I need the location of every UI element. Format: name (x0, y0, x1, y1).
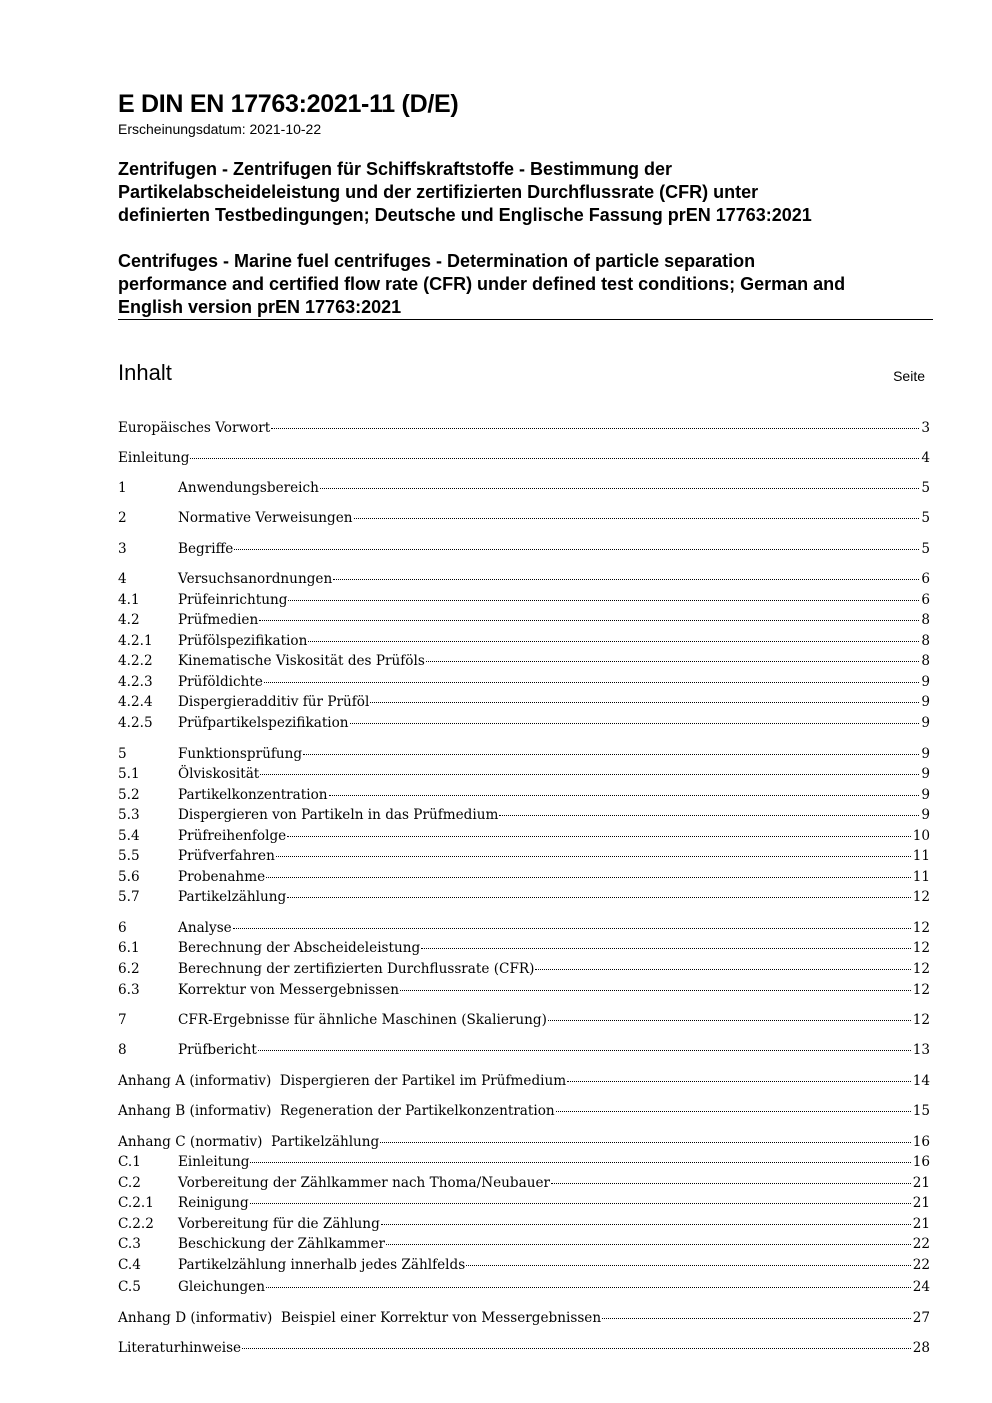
toc-entry-label: Funktionsprüfung (178, 746, 303, 762)
toc-entry-label: Partikelkonzentration (178, 787, 328, 803)
toc-entry[interactable] (118, 867, 930, 887)
toc-entry-page: 21 (912, 1216, 930, 1232)
toc-page-column-label: Seite (893, 368, 925, 384)
toc-entry-label: Berechnung der zertifizierten Durchflussrate (CFR) (178, 961, 535, 977)
toc-entry-label: Beschickung der Zählkammer (178, 1236, 385, 1252)
toc-entry-label: Anhang D (informativ) Beispiel einer Korrektur von Messergebnissen (118, 1310, 602, 1326)
title-german-line: Partikelabscheideleistung und der zertifizierten Durchflussrate (CFR) unter (118, 182, 759, 202)
toc-leader-dots (258, 1049, 911, 1051)
toc-entry[interactable] (118, 1338, 930, 1358)
toc-entry-label: Probenahme (178, 869, 266, 885)
toc-entry[interactable] (118, 764, 930, 784)
toc-entry-label: Partikelzählung (178, 889, 287, 905)
toc-entry-number: 5.4 (118, 828, 140, 844)
toc-entry[interactable] (118, 980, 930, 1000)
toc-entry[interactable] (118, 448, 930, 468)
toc-entry-page: 11 (912, 869, 930, 885)
toc-leader-dots (426, 660, 920, 662)
toc-entry[interactable] (118, 1010, 930, 1030)
toc-entry-page: 24 (912, 1279, 930, 1295)
toc-leader-dots (320, 487, 919, 489)
toc-entry-label: CFR-Ergebnisse für ähnliche Maschinen (Skalierung) (178, 1012, 547, 1028)
toc-leader-dots (303, 753, 919, 755)
toc-entry-page: 12 (912, 961, 930, 977)
toc-entry-number: 7 (118, 1012, 127, 1028)
toc-entry[interactable] (118, 1040, 930, 1060)
toc-entry-label: Gleichungen (178, 1279, 265, 1295)
toc-entry[interactable] (118, 1255, 930, 1275)
toc-entry-page: 12 (912, 982, 930, 998)
toc-entry-number: C.5 (118, 1279, 141, 1295)
toc-leader-dots (548, 1019, 911, 1021)
toc-entry[interactable] (118, 713, 930, 733)
toc-entry-label: Analyse (178, 920, 232, 936)
toc-entry-number: 4.1 (118, 592, 140, 608)
toc-entry-number: C.2.2 (118, 1216, 154, 1232)
toc-entry[interactable] (118, 692, 930, 712)
toc-entry-page: 8 (921, 653, 930, 669)
toc-entry[interactable] (118, 569, 930, 589)
toc-entry-page: 4 (921, 450, 930, 466)
toc-entry-page: 22 (912, 1236, 930, 1252)
toc-leader-dots (308, 640, 919, 642)
toc-leader-dots (551, 1182, 911, 1184)
toc-leader-dots (354, 517, 920, 519)
toc-entry-label: Einleitung (118, 450, 190, 466)
toc-entry-label: Berechnung der Abscheideleistung (178, 940, 421, 956)
toc-entry[interactable] (118, 590, 930, 610)
toc-entry[interactable] (118, 610, 930, 630)
toc-entry-page: 13 (912, 1042, 930, 1058)
toc-entry-page: 9 (921, 715, 930, 731)
toc-entry-label: Dispergieradditiv für Prüföl (178, 694, 370, 710)
toc-entry-label: Korrektur von Messergebnissen (178, 982, 399, 998)
toc-leader-dots (266, 876, 911, 878)
toc-entry-page: 5 (921, 510, 930, 526)
toc-entry-page: 27 (912, 1310, 930, 1326)
toc-entry[interactable] (118, 1132, 930, 1152)
toc-entry-page: 6 (921, 571, 930, 587)
toc-leader-dots (234, 548, 919, 550)
toc-leader-dots (421, 947, 910, 949)
toc-entry-number: 4 (118, 571, 127, 587)
toc-entry-number: 4.2.5 (118, 715, 153, 731)
toc-entry-page: 10 (912, 828, 930, 844)
toc-leader-dots (466, 1264, 911, 1266)
toc-leader-dots (329, 794, 920, 796)
toc-entry[interactable] (118, 959, 930, 979)
toc-entry-number: 2 (118, 510, 127, 526)
toc-entry-page: 12 (912, 1012, 930, 1028)
toc-entry-page: 9 (921, 746, 930, 762)
toc-leader-dots (499, 814, 919, 816)
toc-heading: Inhalt (118, 360, 172, 385)
toc-leader-dots (264, 681, 919, 683)
toc-entry[interactable] (118, 478, 930, 498)
toc-entry-label: Anwendungsbereich (178, 480, 319, 496)
toc-entry-number: 4.2.2 (118, 653, 153, 669)
toc-leader-dots (287, 835, 911, 837)
toc-entry[interactable] (118, 805, 930, 825)
toc-leader-dots (233, 927, 911, 929)
toc-leader-dots (190, 457, 919, 459)
toc-entry-label: Prüfeinrichtung (178, 592, 288, 608)
toc-entry-page: 16 (912, 1134, 930, 1150)
toc-leader-dots (260, 773, 919, 775)
toc-entry-page: 22 (912, 1257, 930, 1273)
toc-entry-number: 1 (118, 480, 127, 496)
toc-entry-number: C.3 (118, 1236, 141, 1252)
toc-entry[interactable] (118, 785, 930, 805)
toc-entry[interactable] (118, 539, 930, 559)
toc-leader-dots (288, 599, 919, 601)
toc-entry-label: Literaturhinweise (118, 1340, 242, 1356)
toc-entry[interactable] (118, 418, 930, 438)
toc-entry-page: 15 (912, 1103, 930, 1119)
toc-entry-number: 5.6 (118, 869, 140, 885)
toc-entry-number: 4.2.4 (118, 694, 153, 710)
toc-entry[interactable] (118, 887, 930, 907)
toc-entry-label: Prüfölspezifikation (178, 633, 308, 649)
toc-entry-number: 4.2.3 (118, 674, 153, 690)
toc-entry-number: 6 (118, 920, 127, 936)
toc-entry[interactable] (118, 918, 930, 938)
toc-entry-page: 14 (912, 1073, 930, 1089)
toc-entry[interactable] (118, 826, 930, 846)
toc-entry-page: 9 (921, 674, 930, 690)
title-english-line: Centrifuges - Marine fuel centrifuges - Determination of particle separation (118, 251, 756, 271)
toc-entry[interactable] (118, 1214, 930, 1234)
toc-entry-page: 9 (921, 787, 930, 803)
toc-entry-page: 5 (921, 480, 930, 496)
toc-entry-label: Anhang A (informativ) Dispergieren der Partikel im Prüfmedium (118, 1073, 567, 1089)
toc-entry-number: C.1 (118, 1154, 141, 1170)
toc-entry-page: 16 (912, 1154, 930, 1170)
toc-entry-label: Anhang C (normativ) Partikelzählung (118, 1134, 380, 1150)
toc-entry[interactable] (118, 1173, 930, 1193)
toc-entry-number: 4.2 (118, 612, 140, 628)
toc-entry[interactable] (118, 1234, 930, 1254)
title-divider (118, 319, 933, 320)
title-german-line: Zentrifugen - Zentrifugen für Schiffskraftstoffe - Bestimmung der (118, 159, 673, 179)
toc-entry-label: Prüfmedien (178, 612, 259, 628)
toc-leader-dots (287, 896, 911, 898)
toc-leader-dots (250, 1202, 911, 1204)
title-german-line: definierten Testbedingungen; Deutsche und Englische Fassung prEN 17763:2021 (118, 205, 812, 225)
toc-entry-number: 5 (118, 746, 127, 762)
toc-entry[interactable] (118, 508, 930, 528)
toc-entry-page: 28 (912, 1340, 930, 1356)
toc-entry-page: 12 (912, 920, 930, 936)
toc-entry-page: 12 (912, 940, 930, 956)
toc-entry-label: Versuchsanordnungen (178, 571, 333, 587)
toc-entry-number: 5.1 (118, 766, 140, 782)
toc-leader-dots (242, 1347, 911, 1349)
toc-entry-label: Prüfpartikelspezifikation (178, 715, 349, 731)
toc-entry-number: 5.5 (118, 848, 140, 864)
toc-entry-number: C.2 (118, 1175, 141, 1191)
toc-entry[interactable] (118, 1277, 930, 1297)
toc-entry-label: Kinematische Viskosität des Prüföls (178, 653, 425, 669)
toc-entry[interactable] (118, 1308, 930, 1328)
toc-entry[interactable] (118, 1101, 930, 1121)
toc-leader-dots (276, 855, 911, 857)
toc-entry[interactable] (118, 1152, 930, 1172)
toc-entry-label: Prüfreihenfolge (178, 828, 287, 844)
toc-entry[interactable] (118, 938, 930, 958)
toc-entry-page: 11 (912, 848, 930, 864)
toc-entry[interactable] (118, 651, 930, 671)
toc-leader-dots (400, 989, 911, 991)
toc-leader-dots (266, 1286, 911, 1288)
toc-entry-number: 6.3 (118, 982, 140, 998)
toc-entry-label: Begriffe (178, 541, 234, 557)
title-english-line: performance and certified flow rate (CFR) under defined test conditions; German and (118, 274, 846, 294)
toc-entry-number: 8 (118, 1042, 127, 1058)
toc-entry-page: 8 (921, 633, 930, 649)
toc-entry-page: 5 (921, 541, 930, 557)
publication-date: Erscheinungsdatum: 2021-10-22 (118, 121, 322, 137)
toc-leader-dots (535, 968, 910, 970)
toc-entry-label: Vorbereitung der Zählkammer nach Thoma/Neubauer (178, 1175, 551, 1191)
toc-entry-number: 5.3 (118, 807, 140, 823)
toc-leader-dots (381, 1223, 911, 1225)
toc-entry-page: 12 (912, 889, 930, 905)
toc-entry-label: Prüfbericht (178, 1042, 257, 1058)
toc-entry-label: Einleitung (178, 1154, 250, 1170)
toc-entry-page: 9 (921, 766, 930, 782)
toc-entry[interactable] (118, 744, 930, 764)
toc-entry-label: Europäisches Vorwort (118, 420, 271, 436)
title-german (118, 158, 812, 227)
toc-entry-label: Prüföldichte (178, 674, 263, 690)
title-english-line: English version prEN 17763:2021 (118, 297, 402, 317)
document-id: E DIN EN 17763:2021-11 (D/E) (118, 90, 459, 118)
toc-entry-page: 21 (912, 1195, 930, 1211)
toc-entry-label: Dispergieren von Partikeln in das Prüfmedium (178, 807, 499, 823)
toc-entry[interactable] (118, 1071, 930, 1091)
toc-leader-dots (259, 619, 919, 621)
toc-entry-number: C.4 (118, 1257, 141, 1273)
toc-entry-number: C.2.1 (118, 1195, 154, 1211)
toc-entry-label: Normative Verweisungen (178, 510, 353, 526)
toc-entry[interactable] (118, 672, 930, 692)
toc-entry-number: 6.2 (118, 961, 140, 977)
toc-entry-page: 6 (921, 592, 930, 608)
toc-entry-page: 8 (921, 612, 930, 628)
toc-entry-number: 6.1 (118, 940, 140, 956)
toc-leader-dots (556, 1110, 911, 1112)
toc-leader-dots (350, 722, 920, 724)
toc-entry-number: 4.2.1 (118, 633, 153, 649)
toc-entry-page: 9 (921, 694, 930, 710)
toc-entry-label: Anhang B (informativ) Regeneration der Partikelkonzentration (118, 1103, 555, 1119)
toc-entry-label: Vorbereitung für die Zählung (178, 1216, 380, 1232)
toc-entry-number: 3 (118, 541, 127, 557)
toc-leader-dots (386, 1243, 911, 1245)
toc-entry-label: Reinigung (178, 1195, 249, 1211)
toc-entry-page: 9 (921, 807, 930, 823)
toc-entry-label: Partikelzählung innerhalb jedes Zählfelds (178, 1257, 466, 1273)
toc-leader-dots (250, 1161, 910, 1163)
toc-entry-number: 5.7 (118, 889, 140, 905)
toc-leader-dots (567, 1080, 911, 1082)
toc-entry-label: Prüfverfahren (178, 848, 275, 864)
toc-entry-page: 3 (921, 420, 930, 436)
title-english (118, 250, 845, 319)
toc-entry-number: 5.2 (118, 787, 140, 803)
toc-leader-dots (333, 578, 919, 580)
toc-leader-dots (370, 701, 919, 703)
toc-leader-dots (380, 1141, 910, 1143)
toc-entry-label: Ölviskosität (178, 766, 260, 782)
toc-entry[interactable] (118, 1193, 930, 1213)
toc-entry[interactable] (118, 631, 930, 651)
toc-leader-dots (271, 427, 919, 429)
toc-leader-dots (602, 1317, 911, 1319)
toc-entry-page: 21 (912, 1175, 930, 1191)
toc-entry[interactable] (118, 846, 930, 866)
